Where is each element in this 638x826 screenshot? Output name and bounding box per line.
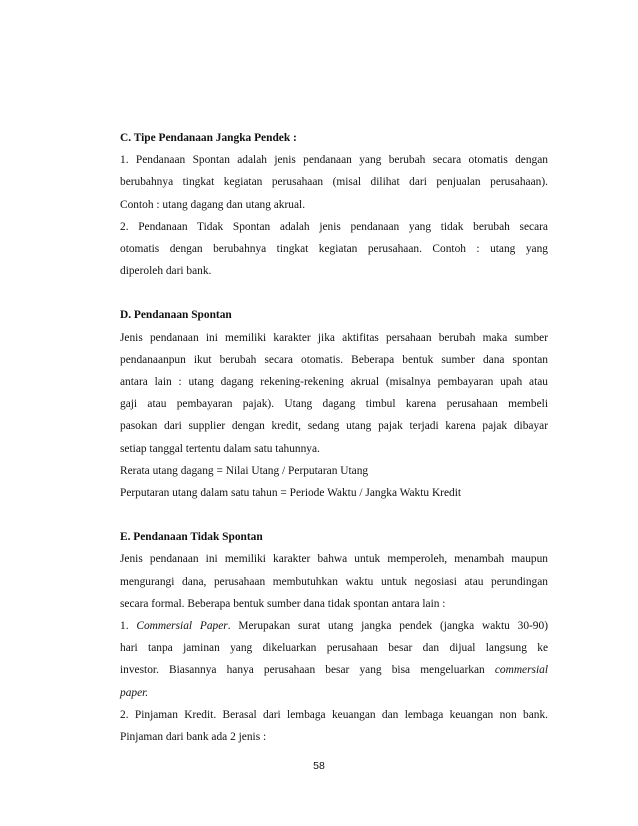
section-d-line-6: setiap tanggal tertentu dalam satu tahunnya. xyxy=(120,442,320,455)
pinjaman-kredit-line-2: Pinjaman dari bank ada 2 jenis : xyxy=(120,731,267,744)
text-fragment: . Merupakan surat utang jangka pendek (jangka waktu 30-90) xyxy=(227,620,548,633)
section-d-line-2: pendanaanpun ikut berubah secara otomatis. Beberapa bentuk sumber dana spontan xyxy=(120,353,548,366)
commercial-paper-line-1 xyxy=(120,615,548,637)
commercial-paper-line-3 xyxy=(120,659,548,681)
section-heading-d: D. Pendanaan Spontan xyxy=(120,309,232,322)
formula-perputaran-utang: Perputaran utang dalam satu tahun = Periode Waktu / Jangka Waktu Kredit xyxy=(120,487,462,500)
text-fragment: investor. Biasannya hanya perusahaan besar yang bisa mengeluarkan xyxy=(120,664,495,677)
section-heading-e: E. Pendanaan Tidak Spontan xyxy=(120,531,263,544)
commercial-paper-line-2: hari tanpa jaminan yang dikeluarkan perusahaan besar dan dijual langsung ke xyxy=(120,642,548,655)
section-c-line-6: diperoleh dari bank. xyxy=(120,265,212,278)
term-paper: paper. xyxy=(120,686,149,699)
formula-rerata-utang: Rerata utang dagang = Nilai Utang / Perputaran Utang xyxy=(120,464,369,477)
section-c-line-2: berubahnya tingkat kegiatan perusahaan (misal dilihat dari penjualan perusahaan). xyxy=(120,176,548,189)
page-number: 58 xyxy=(313,760,325,772)
section-e-line-2: mengurangi dana, perusahaan membutuhkan waktu untuk negosiasi atau perundingan xyxy=(120,575,548,588)
pinjaman-kredit-line-1: 2. Pinjaman Kredit. Berasal dari lembaga keuangan dan lembaga keuangan non bank. xyxy=(120,708,548,721)
section-c-line-5: otomatis dengan berubahnya tingkat kegiatan perusahaan. Contoh : utang yang xyxy=(120,243,548,256)
section-c-line-3: Contoh : utang dagang dan utang akrual. xyxy=(120,198,306,211)
section-heading-c: C. Tipe Pendanaan Jangka Pendek : xyxy=(120,132,297,144)
section-c-line-1: 1. Pendanaan Spontan adalah jenis pendanaan yang berubah secara otomatis dengan xyxy=(120,154,548,167)
section-d-line-3: antara lain : utang dagang rekening-rekening akrual (misalnya pembayaran upah atau xyxy=(120,376,548,389)
section-e-line-1: Jenis pendanaan ini memiliki karakter bahwa untuk memperoleh, menambah maupun xyxy=(120,553,548,566)
term-commersial-paper: Commersial Paper xyxy=(136,620,228,633)
section-d-line-4: gaji atau pembayaran pajak). Utang dagang timbul karena perusahaan membeli xyxy=(120,398,548,411)
page-content xyxy=(120,127,548,748)
term-commersial: commersial xyxy=(494,664,548,677)
section-d-line-5: pasokan dari supplier dengan kredit, sedang utang pajak terjadi karena pajak dibayar xyxy=(120,420,548,433)
section-d-line-1: Jenis pendanaan ini memiliki karakter jika aktifitas persahaan berubah maka sumber xyxy=(120,331,548,344)
spacer xyxy=(120,282,548,304)
section-e-line-3: secara formal. Beberapa bentuk sumber dana tidak spontan antara lain : xyxy=(120,597,446,610)
spacer xyxy=(120,504,548,526)
text-fragment: 1. xyxy=(120,620,137,633)
section-c-line-4: 2. Pendanaan Tidak Spontan adalah jenis pendanaan yang tidak berubah secara xyxy=(120,220,548,233)
